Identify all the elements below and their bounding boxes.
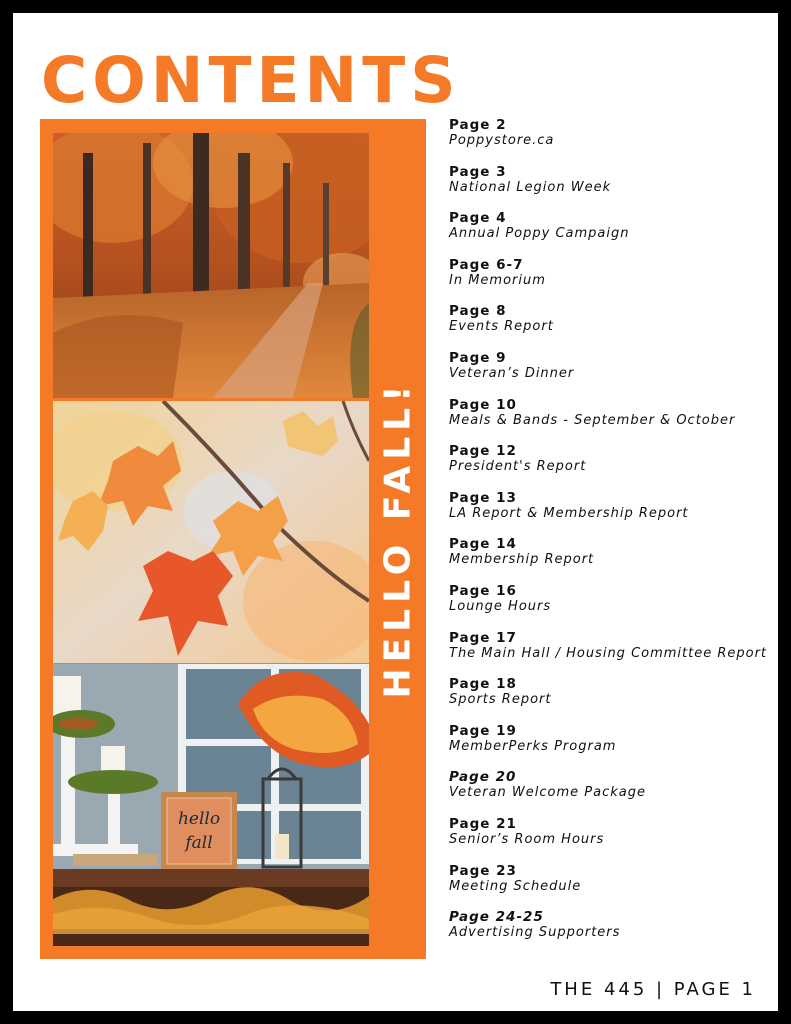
hello-fall-sign-line1: hello — [177, 809, 221, 829]
toc-entry[interactable] — [449, 816, 769, 863]
fall-mantel-decor-photo — [53, 664, 369, 946]
toc-entry[interactable] — [449, 909, 769, 956]
toc-page: Page 12 — [449, 443, 517, 460]
toc-desc: In Memorium — [449, 272, 546, 288]
toc-page: Page 16 — [449, 582, 517, 599]
toc-entry[interactable] — [449, 257, 769, 304]
page-footer: THE 445 | PAGE 1 — [550, 979, 756, 1000]
toc-desc: The Main Hall / Housing Committee Report — [449, 645, 768, 661]
toc-page: Page 24-25 — [449, 909, 544, 926]
toc-entry[interactable] — [449, 350, 769, 397]
page-title: CONTENTS — [41, 44, 461, 117]
toc-page: Page 20 — [449, 769, 517, 786]
toc-desc: Senior’s Room Hours — [449, 831, 605, 847]
toc-page: Page 8 — [449, 303, 507, 320]
toc-desc: Membership Report — [449, 552, 595, 568]
toc-desc: Meals & Bands - September & October — [449, 412, 736, 428]
autumn-leaves-photo — [53, 401, 369, 663]
toc-entry[interactable] — [449, 303, 769, 350]
toc-page: Page 13 — [449, 489, 517, 506]
toc-entry[interactable] — [449, 397, 769, 444]
toc-page: Page 9 — [449, 349, 507, 366]
toc-page: Page 6-7 — [449, 256, 524, 273]
toc-page: Page 18 — [449, 676, 517, 693]
toc-entry[interactable] — [449, 863, 769, 910]
toc-desc: Meeting Schedule — [449, 878, 582, 894]
autumn-forest-path-photo — [53, 133, 369, 398]
toc-page: Page 14 — [449, 536, 517, 553]
toc-desc: Veteran’s Dinner — [449, 365, 575, 381]
toc-desc: Sports Report — [449, 692, 552, 708]
toc-desc: President's Report — [449, 459, 587, 475]
toc-page: Page 4 — [449, 210, 507, 227]
toc-page: Page 19 — [449, 722, 517, 739]
toc-desc: Veteran Welcome Package — [449, 785, 646, 801]
toc-entry[interactable] — [449, 443, 769, 490]
toc-entry[interactable] — [449, 723, 769, 770]
toc-desc: MemberPerks Program — [449, 738, 617, 754]
toc-page: Page 3 — [449, 163, 507, 180]
toc-page: Page 17 — [449, 629, 517, 646]
table-of-contents — [449, 117, 769, 956]
hello-fall-panel — [40, 119, 426, 959]
toc-page: Page 10 — [449, 396, 517, 413]
toc-entry[interactable] — [449, 536, 769, 583]
toc-desc: Advertising Supporters — [449, 925, 621, 941]
toc-entry[interactable] — [449, 210, 769, 257]
toc-desc: Events Report — [449, 319, 554, 335]
toc-entry[interactable] — [449, 583, 769, 630]
toc-desc: Lounge Hours — [449, 598, 552, 614]
toc-entry[interactable] — [449, 490, 769, 537]
toc-entry[interactable] — [449, 117, 769, 164]
hello-fall-sign-line2: fall — [185, 833, 213, 853]
toc-entry[interactable] — [449, 676, 769, 723]
page — [13, 13, 778, 1011]
toc-desc: Annual Poppy Campaign — [449, 226, 630, 242]
toc-desc: Poppystore.ca — [449, 133, 555, 148]
toc-entry[interactable] — [449, 769, 769, 816]
hello-fall-banner: HELLO FALL! — [377, 379, 419, 699]
toc-page: Page 21 — [449, 815, 517, 832]
toc-page: Page 2 — [449, 117, 507, 133]
toc-entry[interactable] — [449, 164, 769, 211]
toc-entry[interactable] — [449, 630, 769, 677]
toc-desc: National Legion Week — [449, 179, 612, 195]
toc-desc: LA Report & Membership Report — [449, 505, 689, 521]
toc-page: Page 23 — [449, 862, 517, 879]
